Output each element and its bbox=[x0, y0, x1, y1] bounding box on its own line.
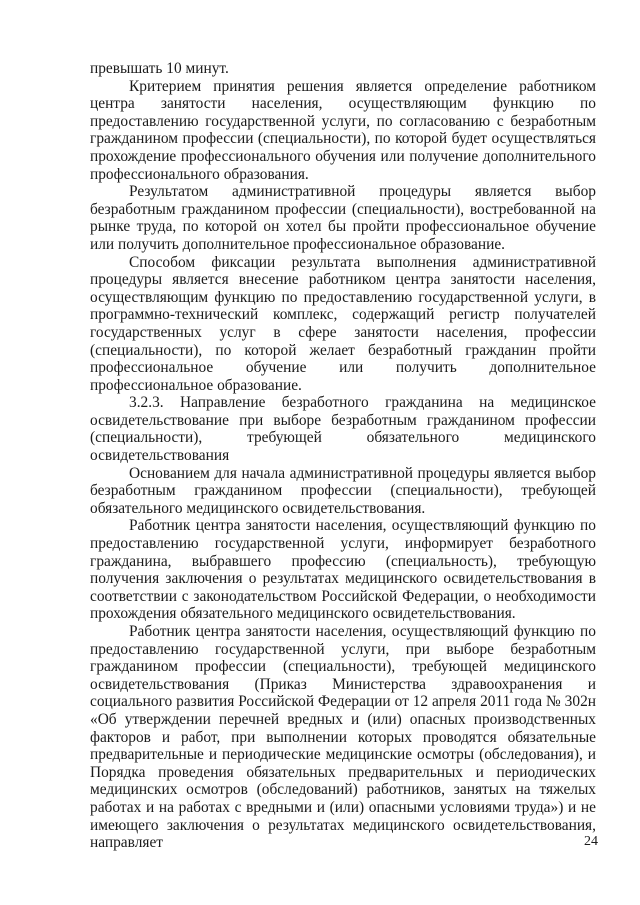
paragraph-6: Основанием для начала административной процедуры является выбор безработным гражданином профессии (специальности), требующей обязательного медицинского освидетельствования. bbox=[90, 464, 596, 517]
paragraph-8: Работник центра занятости населения, осуществляющий функцию по предоставлению государственной услуги, при выборе безработным гражданином профессии (специальности), требующей медицинского освидетельствования (Приказ Министерства здравоохранения и социального развития Российской Федерации от 12 апреля 2011 года № 302н «Об утверждении перечней вредных и (или) опасных производственных факторов и работ, при выполнении которых проводятся обязательные предварительные и периодические медицинские осмотры (обследования), и Порядка проведения обязательных предварительных и периодических медицинских осмотров (обследований) работников, занятых на тяжелых работах и на работах с вредными и (или) опасными условиями труда») и не имеющего заключения о результатах медицинского освидетельствования, направляет bbox=[90, 623, 596, 852]
paragraph-2: Критерием принятия решения является определение работником центра занятости населения, осуществляющим функцию по предоставлению государственной услуги, по согласованию с безработным гражданином профессии (специальности), по которой будет осуществляться прохождение профессионального обучения или получение дополнительного профессионального образования. bbox=[90, 77, 596, 183]
section-heading-3-2-3: 3.2.3. Направление безработного гражданина на медицинское освидетельствование при выборе безработным гражданином профессии (специальности), требующей обязательного медицинского освидетельствования bbox=[90, 394, 596, 465]
paragraph-1: превышать 10 минут. bbox=[90, 60, 229, 77]
paragraph-7: Работник центра занятости населения, осуществляющий функцию по предоставлению государственной услуги, информирует безработного гражданина, выбравшего профессию (специальность), требующую получения заключения о результатах медицинского освидетельствования в соответствии с законодательством Российской Федерации, о необходимости прохождения обязательного медицинского освидетельствования. bbox=[90, 517, 596, 623]
document-body bbox=[90, 60, 596, 852]
paragraph-4: Способом фиксации результата выполнения административной процедуры является внесение работником центра занятости населения, осуществляющим функцию по предоставлению государственной услуги, в программно-технический комплекс, содержащий регистр получателей государственных услуг в сфере занятости населения, профессии (специальности), по которой желает безработный гражданин пройти профессиональное обучение или получить дополнительное профессиональное образование. bbox=[90, 253, 596, 394]
page-number: 24 bbox=[584, 834, 598, 849]
paragraph-3: Результатом административной процедуры является выбор безработным гражданином профессии (специальности), востребованной на рынке труда, по которой он хотел бы пройти профессиональное обучение или получить дополнительное профессиональное образование. bbox=[90, 183, 596, 253]
